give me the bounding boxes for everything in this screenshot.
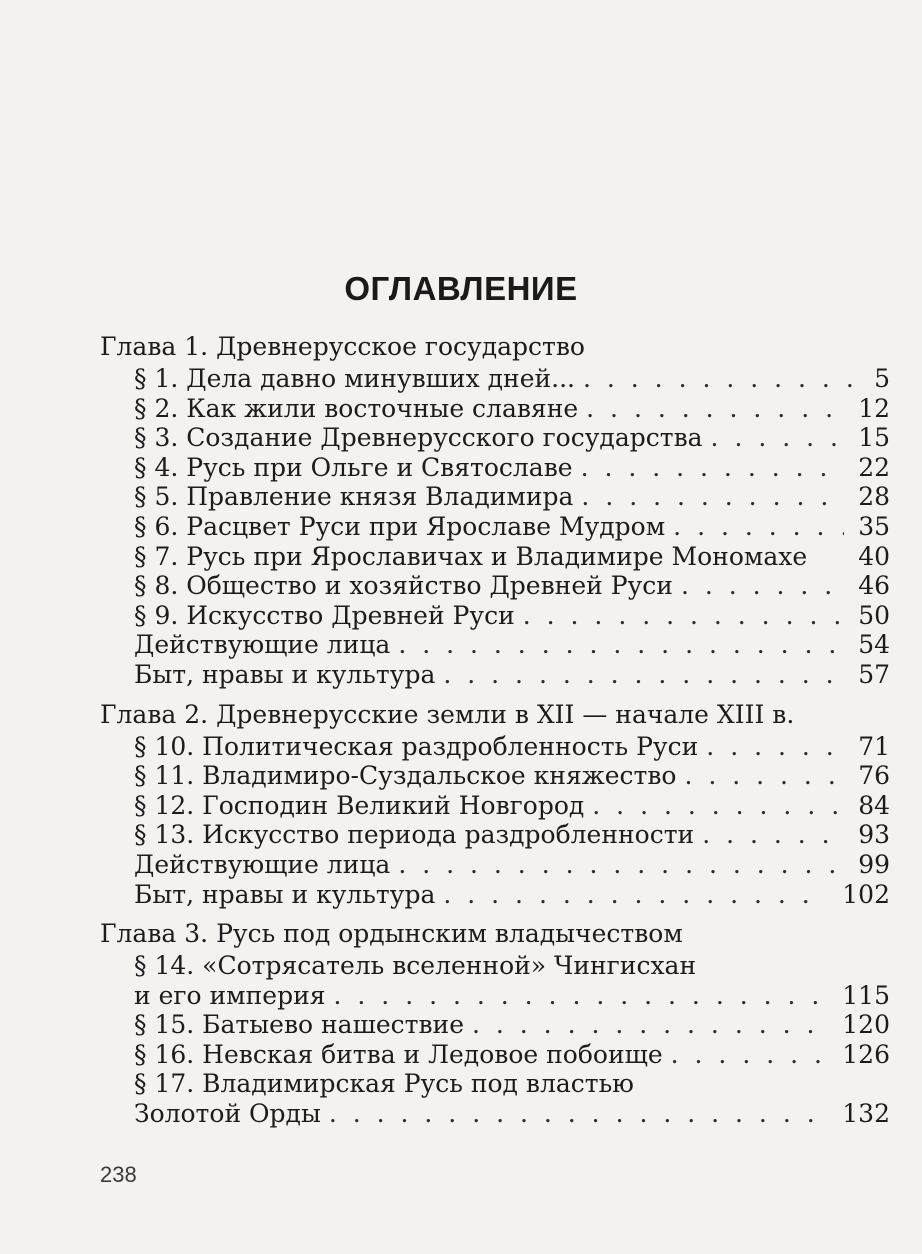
dot-leader (472, 1010, 828, 1040)
entry-label: § 12. Господин Великий Новгород (134, 790, 585, 820)
toc-entry[interactable] (100, 1069, 890, 1128)
entry-label-line1: § 14. «Сотрясатель вселенной» Чингисхан (134, 951, 697, 981)
chapter-heading: Глава 3. Русь под ордынским владычеством (100, 919, 683, 949)
entry-label: § 5. Правление князя Владимира (134, 482, 574, 512)
page-number: 120 (842, 1010, 890, 1040)
toc-entry[interactable] (100, 630, 890, 660)
page-number: 76 (858, 761, 890, 791)
page-number: 40 (858, 541, 890, 571)
dot-leader (711, 423, 845, 453)
dot-leader (586, 394, 844, 424)
entry-label: § 10. Политическая раздробленность Руси (134, 731, 699, 761)
entry-label: Быт, нравы и культура (134, 659, 436, 689)
entry-label-line1: § 17. Владимирская Русь под властью (134, 1069, 634, 1099)
page-number: 84 (858, 790, 890, 820)
toc-entry[interactable] (100, 1040, 890, 1070)
entry-label: § 9. Искусство Древней Руси (134, 600, 515, 630)
dot-leader (443, 880, 828, 910)
page-number: 93 (858, 820, 890, 850)
toc-entry[interactable] (100, 482, 890, 512)
entry-label: Золотой Орды (134, 1099, 321, 1129)
dot-leader (581, 453, 845, 483)
dot-leader (671, 1040, 829, 1070)
toc-entry[interactable] (100, 423, 890, 453)
dot-leader (702, 820, 844, 850)
toc-entry[interactable] (100, 820, 890, 850)
page-number: 126 (842, 1039, 890, 1069)
dot-leader (581, 482, 844, 512)
dot-leader (673, 512, 844, 542)
page-number: 102 (842, 879, 890, 909)
entry-label: § 4. Русь при Ольге и Святославе (134, 452, 573, 482)
entry-label: Быт, нравы и культура (134, 879, 436, 909)
dot-leader (583, 364, 860, 394)
entry-label: § 15. Батыево нашествие (134, 1010, 464, 1040)
page-number: 12 (858, 393, 890, 423)
toc-entry[interactable] (100, 542, 890, 572)
page-number: 35 (858, 511, 890, 541)
toc-entry[interactable] (100, 660, 890, 690)
page-number: 28 (858, 482, 890, 512)
chapter-heading: Глава 1. Древнерусское государство (100, 332, 585, 361)
toc-entry[interactable] (100, 951, 890, 1010)
chapter-2 (100, 698, 890, 910)
page-number: 50 (858, 600, 890, 630)
entry-label: § 11. Владимиро-Суздальское княжество (134, 761, 677, 791)
toc-entry[interactable] (100, 791, 890, 821)
page-number: 22 (858, 452, 890, 482)
toc-entry[interactable] (100, 394, 890, 424)
page-number: 54 (858, 630, 890, 660)
toc-entry[interactable] (100, 1010, 890, 1040)
page-number: 71 (858, 731, 890, 761)
dot-leader (334, 981, 829, 1011)
dot-leader (592, 791, 844, 821)
entry-label: § 2. Как жили восточные славяне (134, 393, 579, 423)
toc-entry[interactable] (100, 453, 890, 483)
page-number: 115 (842, 980, 890, 1010)
page-number: 15 (858, 423, 890, 453)
chapter-3 (100, 917, 890, 1129)
toc-entry[interactable] (100, 601, 890, 631)
dot-leader (398, 630, 844, 660)
entry-label: § 1. Дела давно минувших дней... (134, 364, 575, 393)
entry-label: § 3. Создание Древнерусского государства (134, 423, 703, 453)
dot-leader (681, 571, 844, 601)
page-number: 99 (858, 849, 890, 879)
dot-leader (523, 601, 844, 631)
dot-leader (684, 761, 844, 791)
page-number: 46 (858, 571, 890, 601)
chapter-1 (100, 330, 890, 690)
toc-entry[interactable] (100, 364, 890, 394)
toc-entry[interactable] (100, 850, 890, 880)
entry-label: и его империя (134, 980, 326, 1010)
dot-leader (329, 1099, 828, 1129)
entry-label: § 8. Общество и хозяйство Древней Руси (134, 571, 673, 601)
page-number: 132 (842, 1099, 890, 1129)
dot-leader (706, 732, 844, 762)
page-number: 57 (858, 659, 890, 689)
toc-entry[interactable] (100, 732, 890, 762)
toc-entry[interactable] (100, 571, 890, 601)
entry-label: § 13. Искусство периода раздробленности (134, 820, 695, 850)
page-title: ОГЛАВЛЕНИЕ (344, 270, 578, 307)
toc-entry[interactable] (100, 512, 890, 542)
table-of-contents (100, 330, 890, 1129)
entry-label: § 16. Невская битва и Ледовое побоище (134, 1039, 663, 1069)
entry-label: Действующие лица (134, 849, 391, 879)
entry-label: § 7. Русь при Ярославичах и Владимире Мономахе (134, 541, 808, 571)
chapter-heading: Глава 2. Древнерусские земли в XII — начале XIII в. (100, 699, 795, 729)
dot-leader (398, 850, 844, 880)
entry-label: § 6. Расцвет Руси при Ярославе Мудром (134, 511, 666, 541)
page-folio-number: 238 (100, 1162, 137, 1187)
dot-leader (443, 660, 844, 690)
page-number: 5 (874, 364, 890, 393)
toc-entry[interactable] (100, 761, 890, 791)
toc-entry[interactable] (100, 880, 890, 910)
entry-label: Действующие лица (134, 630, 391, 660)
